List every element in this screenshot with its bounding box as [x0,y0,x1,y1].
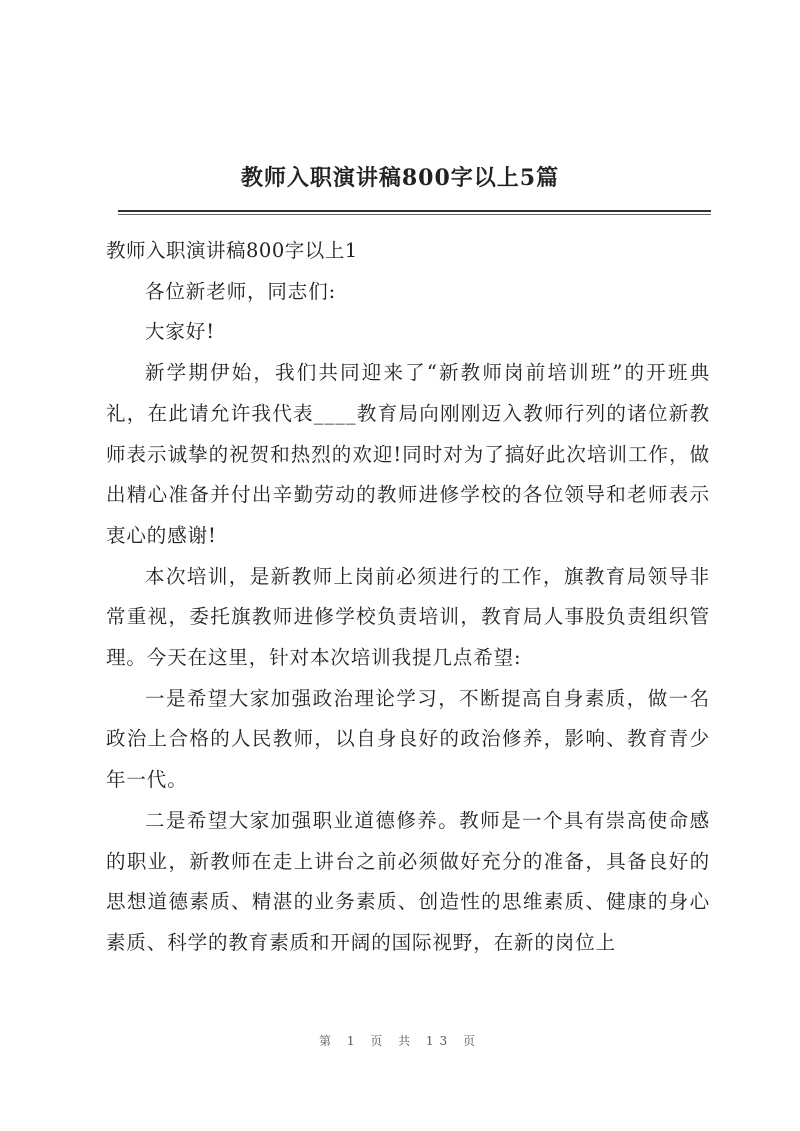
page-number-footer: 第 1 页 共 13 页 [319,1034,481,1048]
document-body [106,231,710,964]
paragraph-hope-two: 二是希望大家加强职业道德修养。教师是一个具有崇高使命感的职业，新教师在走上讲台之前必须做好充分的准备，具备良好的思想道德素质、精湛的业务素质、创造性的思维素质、健康的身心素质、科学的教育素质和开阔的国际视野，在新的岗位上 [106,808,710,954]
salutation: 各位新老师，同志们: [145,279,337,303]
title-divider-thin [118,214,711,215]
document-title: 教师入职演讲稿800字以上5篇 [240,165,560,191]
paragraph-training: 本次培训，是新教师上岗前必须进行的工作，旗教育局领导非常重视，委托旗教师进修学校负责培训，教育局人事股负责组织管理。今天在这里，针对本次培训我提几点希望: [106,564,710,670]
title-divider [118,210,711,212]
section-heading: 教师入职演讲稿800字以上1 [106,239,358,262]
paragraph-hope-one: 一是希望大家加强政治理论学习，不断提高自身素质，做一名政治上合格的人民教师，以自身良好的政治修养，影响、教育青少年一代。 [106,686,710,792]
paragraph-opening: 新学期伊始，我们共同迎来了“新教师岗前培训班”的开班典礼，在此请允许我代表____教育局向刚刚迈入教师行列的诸位新教师表示诚挚的祝贺和热烈的欢迎!同时对为了搞好此次培训工作，做出精心准备并付出辛勤劳动的教师进修学校的各位领导和老师表示衷心的感谢! [106,361,710,547]
greeting: 大家好! [145,320,215,344]
